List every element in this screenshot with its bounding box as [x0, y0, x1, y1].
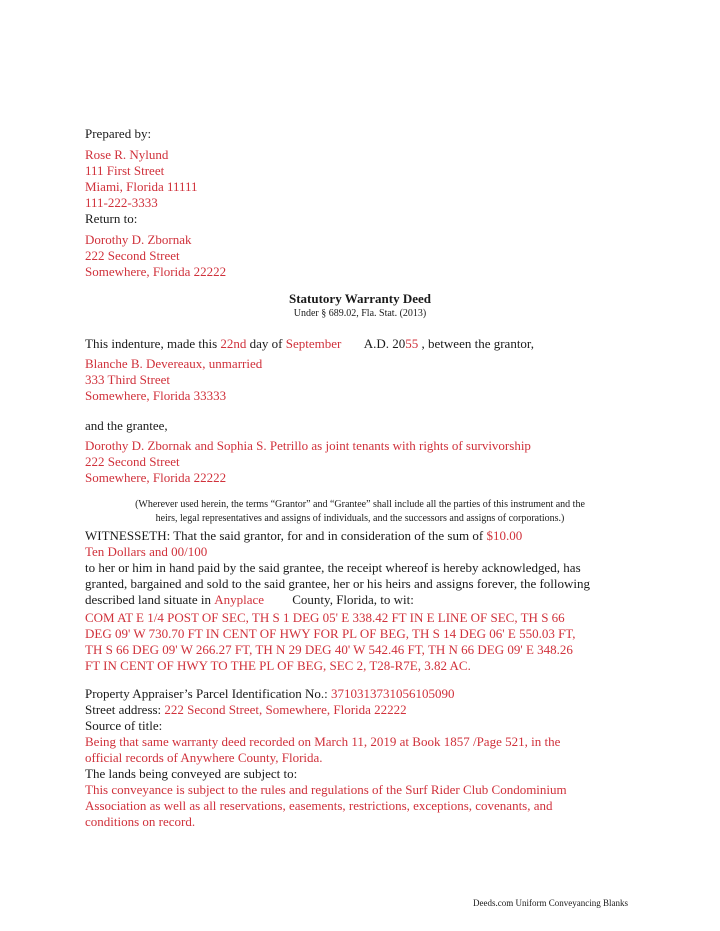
witness-text-4: described land situate in [85, 592, 215, 607]
land-place: Anyplace [214, 592, 265, 607]
legal-desc-line-4: FT IN CENT OF HWY TO THE PL OF BEG, SEC 2, T28-R7E, 3.82 AC. [85, 658, 471, 673]
preparer-city: Miami, Florida 11111 [85, 179, 198, 194]
return-name: Dorothy D. Zbornak [85, 232, 192, 247]
consideration-words: Ten Dollars and 00/100 [85, 544, 208, 559]
preparer-phone: 111-222-3333 [85, 195, 158, 210]
definitions-note-line-1: (Wherever used herein, the terms “Grantor” and “Grantee” shall include all the parties of this instrument and the [135, 499, 585, 510]
street-address: 222 Second Street, Somewhere, Florida 22222 [164, 702, 407, 717]
legal-desc-line-2: DEG 09' W 730.70 FT IN CENT OF HWY FOR PL OF BEG, TH S 14 DEG 06' E 550.03 FT, [85, 626, 576, 641]
grantee-city: Somewhere, Florida 22222 [85, 470, 227, 485]
subject-label: The lands being conveyed are subject to: [85, 766, 298, 781]
witness-text-5: County, Florida, to wit: [292, 592, 414, 607]
legal-description [85, 610, 576, 674]
subject-line-3: conditions on record. [85, 814, 196, 829]
source-line-1: Being that same warranty deed recorded on March 11, 2019 at Book 1857 /Page 521, in the [85, 734, 561, 749]
indenture-text-2: day of [246, 336, 286, 351]
grantor-city: Somewhere, Florida 33333 [85, 388, 227, 403]
indenture-year: 55 [405, 336, 419, 351]
return-to-label: Return to: [85, 211, 138, 226]
subject-line-2: Association as well as all reservations, easements, restrictions, exceptions, covenants, and [85, 798, 553, 813]
footer-brand: Deeds.com Uniform Conveyancing Blanks [473, 898, 628, 908]
definitions-note-line-2: heirs, legal representatives and assigns of individuals, and the successors and assigns of corporations.) [155, 513, 565, 524]
consideration-amount: $10.00 [486, 528, 523, 543]
grantee-name: Dorothy D. Zbornak and Sophia S. Petrillo as joint tenants with rights of survivorship [85, 438, 531, 453]
source-line-2: official records of Anywhere County, Florida. [85, 750, 323, 765]
definitions-note [0, 498, 720, 526]
legal-desc-line-3: TH S 66 DEG 09' W 266.27 FT, TH N 29 DEG 40' W 542.46 FT, TH N 66 DEG 09' E 348.26 [85, 642, 573, 657]
witness-text-1: WITNESSETH: That the said grantor, for and in consideration of the sum of [85, 528, 487, 543]
preparer-name: Rose R. Nylund [85, 147, 169, 162]
street-label: Street address: [85, 702, 165, 717]
indenture-text-3: A.D. 20 [363, 336, 406, 351]
source-label: Source of title: [85, 718, 163, 733]
prepared-by-block [85, 126, 226, 280]
property-details [85, 686, 567, 830]
legal-desc-line-1: COM AT E 1/4 POST OF SEC, TH S 1 DEG 05' E 338.42 FT IN E LINE OF SEC, TH S 66 [85, 610, 565, 625]
prepared-by-label: Prepared by: [85, 126, 152, 141]
witnesseth-block [85, 528, 590, 608]
preparer-street: 111 First Street [85, 163, 165, 178]
parcel-id: 3710313731056105090 [330, 686, 455, 701]
grantee-block [85, 418, 531, 486]
grantee-street: 222 Second Street [85, 454, 180, 469]
indenture-line [85, 336, 534, 352]
return-city: Somewhere, Florida 22222 [85, 264, 227, 279]
witness-line-3: granted, bargained and sold to the said grantee, her or his heirs and assigns forever, the following [85, 576, 591, 591]
return-street: 222 Second Street [85, 248, 180, 263]
indenture-text-4: , between the grantor, [418, 336, 534, 351]
grantor-block [85, 356, 262, 404]
grantor-name: Blanche B. Devereaux, unmarried [85, 356, 263, 371]
subject-line-1: This conveyance is subject to the rules and regulations of the Surf Rider Club Condominium [85, 782, 567, 797]
indenture-day: 22nd [220, 336, 247, 351]
grantee-label: and the grantee, [85, 418, 168, 433]
witness-line-2: to her or him in hand paid by the said grantee, the receipt whereof is hereby acknowledged, has [85, 560, 581, 575]
deed-subtitle: Under § 689.02, Fla. Stat. (2013) [293, 308, 427, 319]
indenture-month: September [285, 336, 342, 351]
indenture-text-1: This indenture, made this [85, 336, 221, 351]
parcel-label: Property Appraiser’s Parcel Identification No.: [85, 686, 331, 701]
deed-title: Statutory Warranty Deed [288, 291, 432, 306]
grantor-street: 333 Third Street [85, 372, 170, 387]
